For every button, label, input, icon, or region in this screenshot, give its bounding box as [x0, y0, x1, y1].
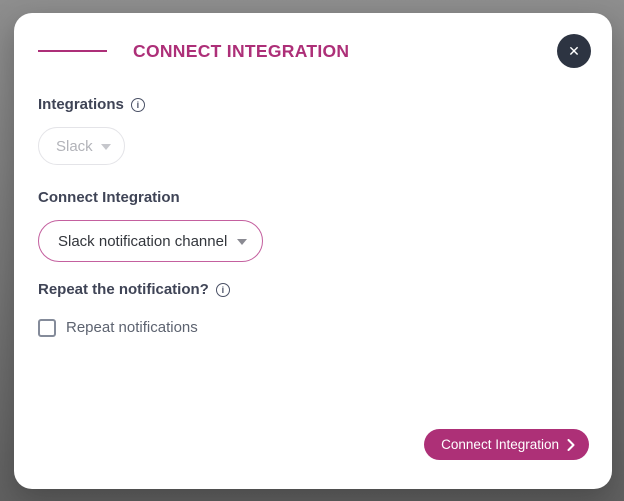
- repeat-field: [38, 280, 588, 338]
- integrations-select-value: Slack: [56, 137, 93, 155]
- info-glyph: i: [221, 284, 225, 295]
- close-icon: ✕: [568, 43, 580, 59]
- repeat-notifications-checkbox[interactable]: [38, 319, 56, 337]
- slack-channel-select-value: Slack notification channel: [58, 232, 228, 250]
- repeat-notifications-label: Repeat notifications: [66, 319, 198, 336]
- close-button[interactable]: [557, 34, 591, 68]
- info-icon[interactable]: [131, 98, 145, 112]
- info-icon[interactable]: [216, 283, 230, 297]
- modal-header: [38, 40, 588, 62]
- submit-label: Connect Integration: [441, 437, 559, 452]
- repeat-notifications-row[interactable]: [38, 318, 198, 338]
- chevron-down-icon: [101, 144, 111, 150]
- connect-integration-field: [38, 188, 588, 262]
- connect-integration-button[interactable]: [424, 429, 589, 460]
- integrations-label-row: [38, 95, 588, 115]
- modal-title: CONNECT INTEGRATION: [133, 41, 350, 61]
- connect-integration-modal: [14, 13, 612, 489]
- slack-channel-select[interactable]: [38, 220, 263, 262]
- chevron-down-icon: [237, 239, 247, 245]
- integrations-field: [38, 95, 588, 165]
- connect-integration-label: Connect Integration: [38, 189, 180, 206]
- chevron-right-icon: [567, 439, 575, 451]
- integrations-label: Integrations: [38, 96, 124, 113]
- integrations-select: [38, 127, 125, 165]
- title-dash: [38, 50, 107, 52]
- repeat-label-row: [38, 280, 588, 300]
- connect-integration-label-row: [38, 188, 588, 208]
- info-glyph: i: [136, 99, 140, 110]
- repeat-label: Repeat the notification?: [38, 281, 209, 298]
